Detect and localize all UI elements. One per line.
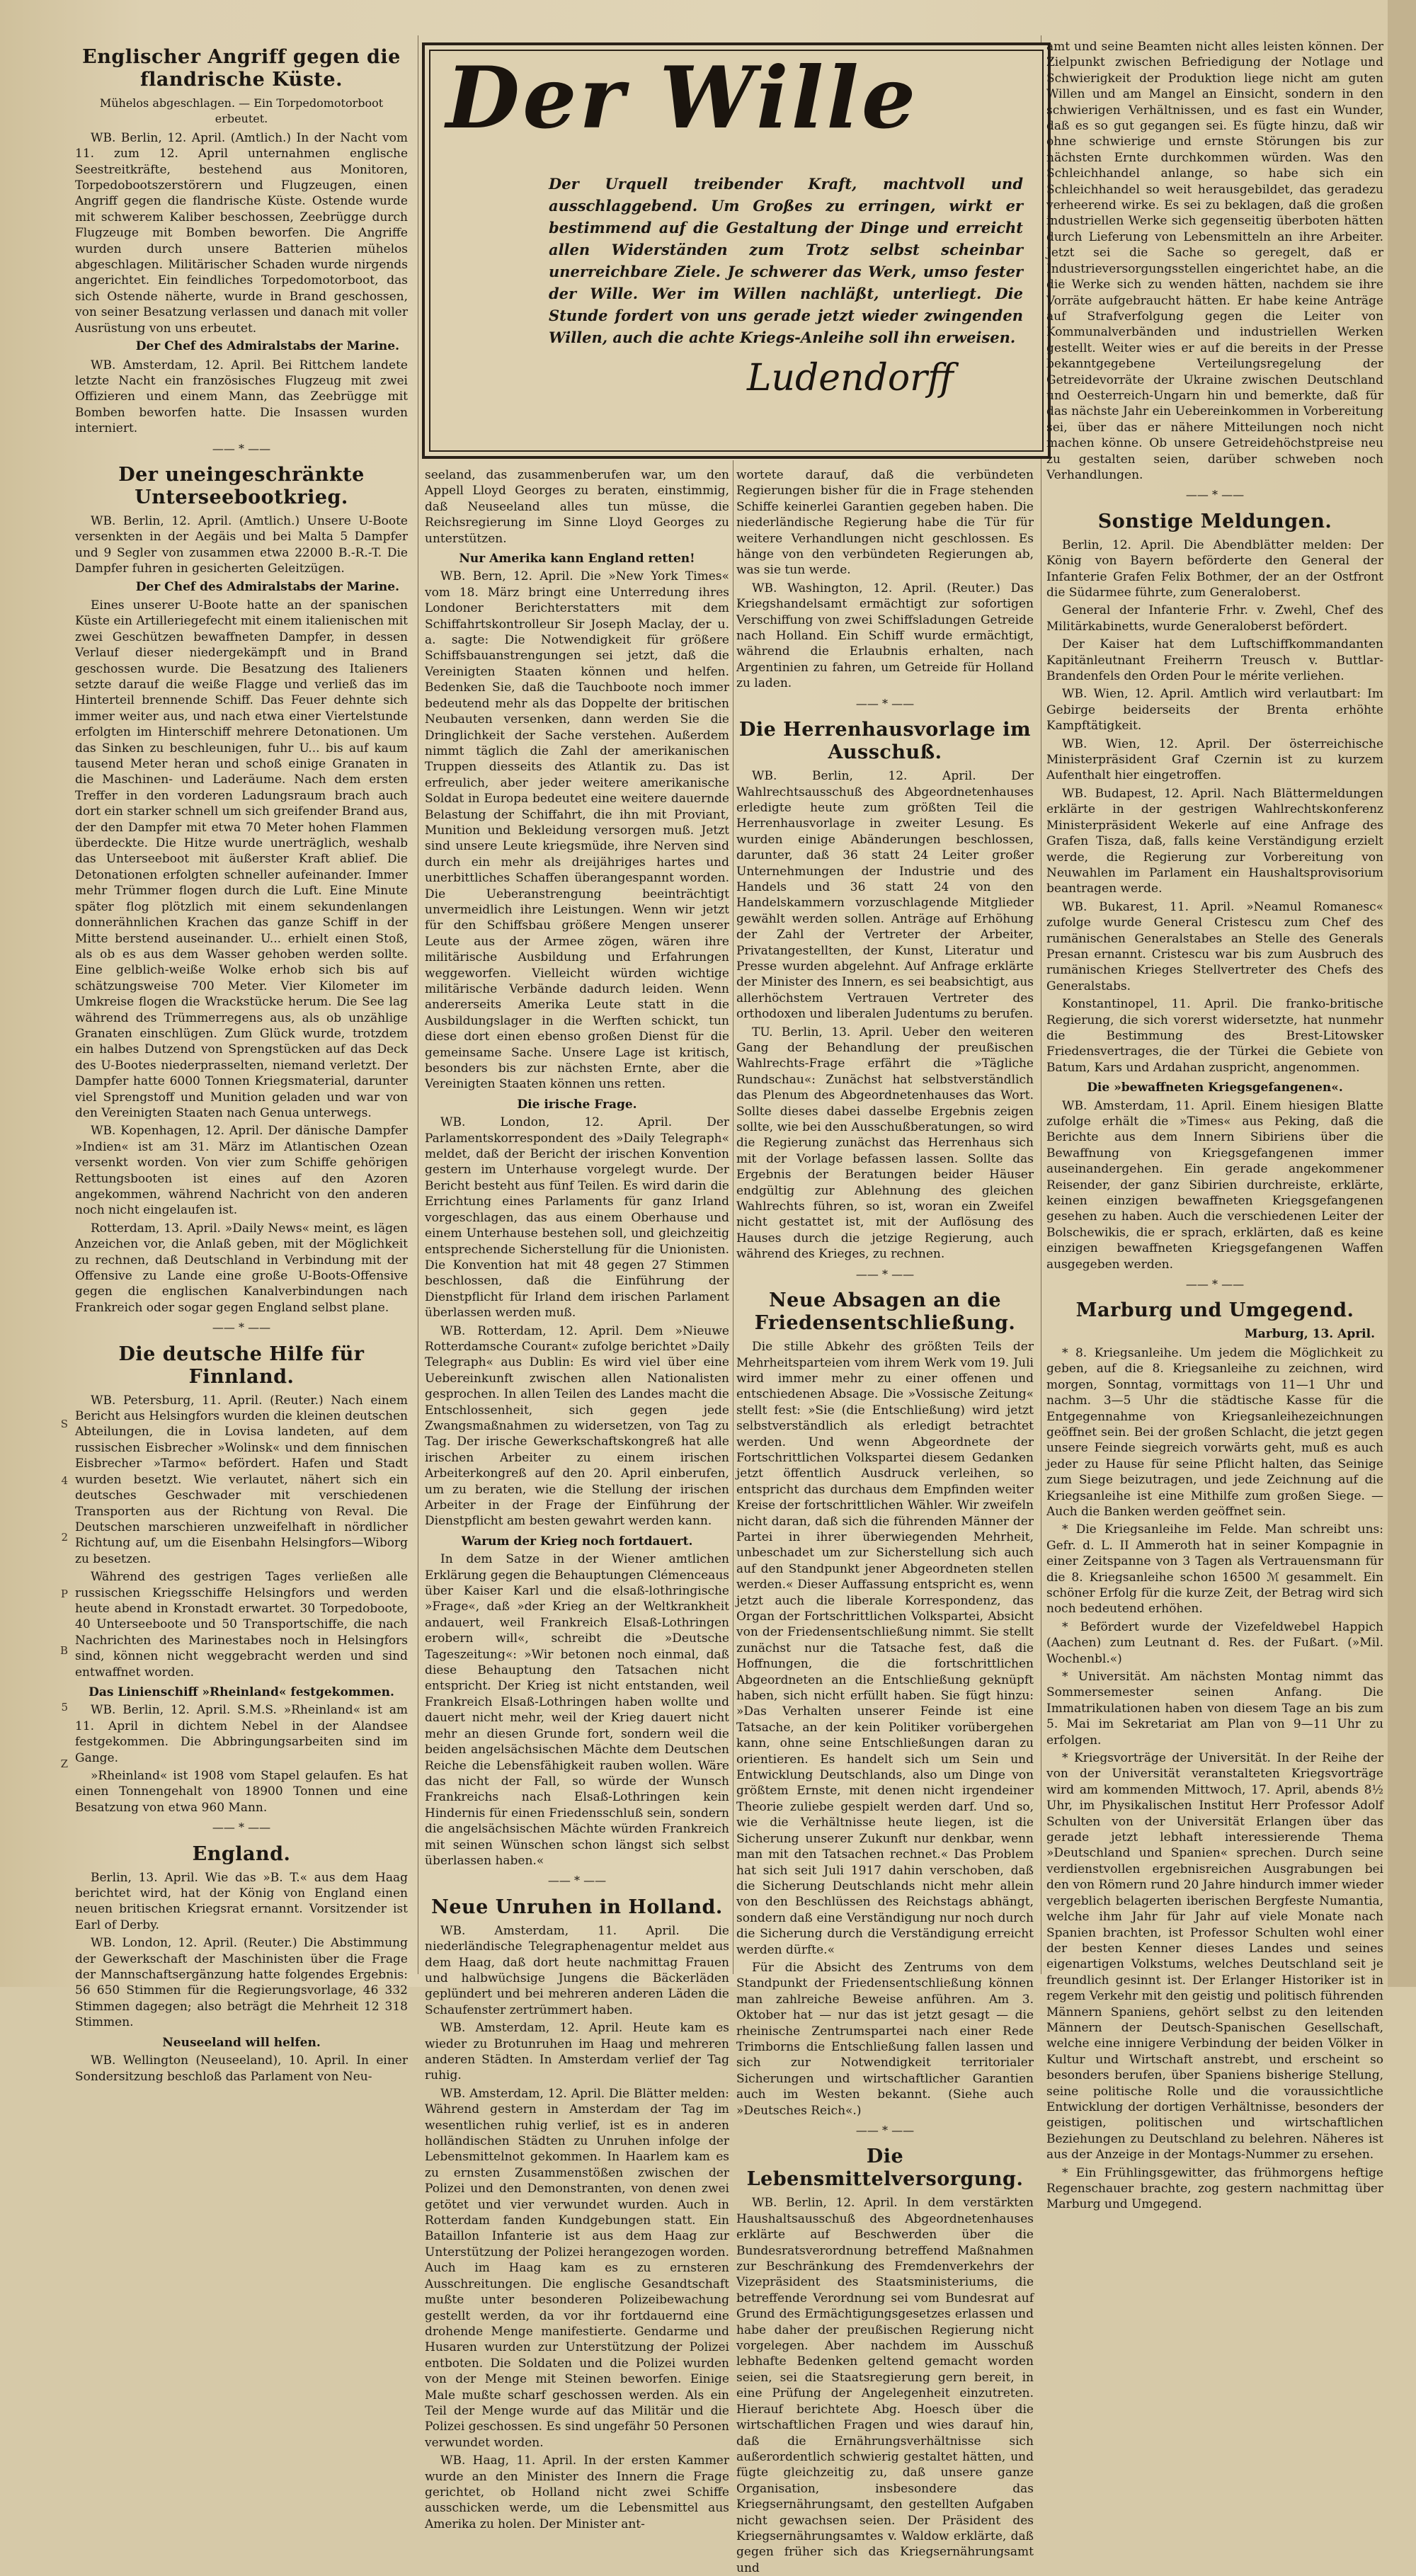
headline: Der uneingeschränkte Unterseebootkrieg. bbox=[118, 463, 365, 508]
section-subheadline: Die »bewaffneten Kriegsgefangenen«. bbox=[1087, 1081, 1343, 1095]
signature-line: Der Chef des Admiralstabs der Marine. bbox=[135, 579, 399, 594]
article-paragraph: WB. Amsterdam, 11. April. Einem hiesigen Blatte zufolge erhält die »Times« aus Peking, daß die Berichte aus dem Innern Sibiriens über die Bewaffnung von Kriegsgefangenen immer auseinandergehen. Ein gerade angekommener Reisender, der ganz Sibirien durchreiste, erklärte, keinen einzigen bewaffneten Kriegsgefangenen gesehen zu haben. Auch die verschiedenen Leiter der Bolschewikis, die er sprach, erklärten, daß es keine einzigen bewaffneten Kriegsgefangenen Waffen ausgegeben werden. bbox=[1046, 1098, 1383, 1272]
article-paragraph: Eines unserer U-Boote hatte an der spanischen Küste ein Artilleriegefecht mit einem italienischen mit zwei Geschützen bewaffneten Dampfer, in dessen Verlauf dieser niedergekämpft und in Brand geschossen wurde. Die Besatzung des Italieners setzte darauf die weiße Flagge und verließ das im Hinterteil brennende Schiff. Das Feuer dehnte sich immer weiter aus, und nach etwa einer Viertelstunde erfolgten im Hinterschiff mehrere Detonationen. Um das Sinken zu beschleunigen, fuhr U... bis auf kaum tausend Meter heran und schoß einige Granaten in die Maschinen- und Laderäume. Nach dem ersten Treffer in den vorderen Ladungsraum brach auch dort ein starker schnell um sich greifender Brand aus, der den Dampfer mit etwa 70 Meter hohen Flammen überdeckte. Die Hitze wurde unerträglich, weshalb das Unterseeboot mit äußerster Kraft ablief. Die Detonationen erfolgten schneller aufeinander. Immer mehr Trümmer flogen durch die Luft. Eine Minute später flog plötzlich mit einem sekundenlangen donnerähnlichen Krachen das ganze Schiff in der Mitte berstend auseinander. U... erhielt einen Stoß, als ob es aus dem Wasser gehoben werden sollte. Eine gelblich-weiße Wolke erhob sich bis auf schätzungsweise 700 Meter. Vier Kilometer im Umkreise flogen die Wrackstücke herum. Die See lag während des Trümmerregens aus, als ob unzählige Granaten einschlügen. Zum Glück wurde, trotzdem ein halbes Dutzend von Sprengstücken auf das Deck des U-Bootes niederprasselten, niemand verletzt. Der Dampfer hatte 6000 Tonnen Kriegsmaterial, darunter viel Sprengstoff und Munition geladen und war von den Vereinigten Staaten nach Genua unterwegs. bbox=[75, 598, 408, 1120]
separator: —— * —— bbox=[855, 696, 915, 710]
article-paragraph: Konstantinopel, 11. April. Die franko-britische Regierung, die sich vorerst widersetzte, hat nunmehr die Bestimmung des Brest-Litowsker Friedensvertrages, die der Türkei die Gebiete von Batum, Kars und Ardahan zuspricht, angenommen. bbox=[1046, 997, 1383, 1075]
section-subheadline: Nur Amerika kann England retten! bbox=[459, 552, 695, 566]
column-2 bbox=[425, 467, 729, 2531]
headline: Die Lebensmittelversorgung. bbox=[746, 2145, 1024, 2191]
left-margin-fragment bbox=[0, 0, 71, 1987]
article-paragraph: * Ein Frühlingsgewitter, das frühmorgens heftige Regenschauer brachte, zog gestern nachmittag über Marburg und Umgegend. bbox=[1046, 2165, 1383, 2212]
article-paragraph: WB. London, 12. April. Der Parlamentskorrespondent des »Daily Telegraph« meldet, daß der Bericht der irischen Konvention gestern im Unterhause vorgelegt wurde. Der Bericht besteht aus fünf Teilen. Es wird darin die Errichtung eines Parlaments für ganz Irland vorgeschlagen, das aus einem Oberhause und einem Unterhause bestehen soll, und gleichzeitig entsprechende Sicherstellung für die Unionisten. Die Konvention hat mit 48 gegen 27 Stimmen beschlossen, daß die Einführung der Dienstpflicht für Irland dem irischen Parlament überlassen werden muß. bbox=[425, 1115, 729, 1321]
article-paragraph: WB. Washington, 12. April. (Reuter.) Das Kriegshandelsamt ermächtigt zur sofortigen Verschiffung von zwei Schiffsladungen Getreide nach Holland. Ein Schiff wurde ermächtigt, während die Erlaubnis erhalten, nach Argentinien zu fahren, um Getreide für Holland zu laden. bbox=[736, 581, 1034, 691]
will-title: Der Wille bbox=[446, 48, 919, 148]
signature-line: Der Chef des Admiralstabs der Marine. bbox=[135, 339, 399, 354]
article-paragraph: WB. Wien, 12. April. Amtlich wird verlautbart: Im Gebirge beiderseits der Brenta erhöhte Kampftätigkeit. bbox=[1046, 687, 1383, 734]
article-paragraph: WB. Kopenhagen, 12. April. Der dänische Dampfer »Indien« ist am 31. März im Atlantischen Ozean versenkt worden. Von vier zum Schiffe gehörigen Rettungsbooten ist eines auf den Azoren angekommen, während Nachricht von den anderen noch nicht eingelaufen ist. bbox=[75, 1124, 408, 1218]
article-paragraph: * Universität. Am nächsten Montag nimmt das Sommersemester seinen Anfang. Die Immatrikulationen haben von diesem Tage an bis zum 5. Mai im Sekretariat am Plan von 9—11 Uhr zu erfolgen. bbox=[1046, 1670, 1383, 1748]
headline: Die Herrenhausvorlage im Ausschuß. bbox=[738, 719, 1032, 764]
article-paragraph: wortete darauf, daß die verbündeten Regierungen bisher für die in Frage stehenden Schiffe keinerlei Garantien gegeben haben. Die niederländische Regierung habe die Tür für weitere Verhandlungen nicht geschlossen. Es hänge von den verbündeten Regierungen ab, was sie tun werde. bbox=[736, 468, 1034, 578]
article-paragraph: WB. Haag, 11. April. In der ersten Kammer wurde an den Minister des Innern die Frage gerichtet, ob Holland nicht zwei Schiffe ausschicken werde, um die Lebensmittel aus Amerika zu holen. Der Minister ant- bbox=[425, 2454, 729, 2531]
margin-fragment-char: S bbox=[60, 1418, 68, 1430]
article-paragraph: WB. Berlin, 12. April. In dem verstärkten Haushaltsausschuß des Abgeordnetenhauses erklärte auf Beschwerden über die Bundesratsverordnung betreffend Maßnahmen zur Beschränkung des Fremdenverkehrs der Vizepräsident des Staatsministeriums, die betreffende Verordnung sei vom Bundesrat auf Grund des Ermächtigungsgesetzes erlassen und habe daher der preußischen Regierung nicht vorgelegen. Aber nachdem im Ausschuß lebhafte Bedenken geltend gemacht worden seien, sei die Staatsregierung gern bereit, in eine Prüfung der Angelegenheit einzutreten. Hierauf berichtete Abg. Hoesch über die wirtschaftlichen Fragen und wies darauf hin, daß die Ernährungsverhältnisse sich außerordentlich schwierig gestaltet hätten, und fügte gleichzeitig zu, daß unsere ganze Organisation, insbesondere das Kriegsernährungsamt, den gestellten Aufgaben nicht gewachsen seien. Der Präsident des Kriegsernährungsamtes v. Waldow erklärte, daß gegen früher sich das Kriegsernährungsamt und bbox=[736, 2196, 1034, 2575]
separator: —— * —— bbox=[212, 1820, 271, 1835]
article-paragraph: WB. Berlin, 12. April. (Amtlich.) In der Nacht vom 11. zum 12. April unternahmen englische Seestreitkräfte, bestehend aus Monitoren, Torpedobootszerstörern und Flugzeugen, einen Angriff gegen die flandrische Küste. Ostende wurde mit schwerem Kaliber beschossen, Zeebrügge durch Flugzeuge mit Bomben beworfen. Die Angriffe wurden durch unsere Batterien mühelos abgeschlagen. Militärischer Schaden wurde nirgends angerichtet. Ein feindliches Torpedomotorboot, das sich Ostende näherte, wurde in Brand geschossen, von seiner Besatzung verlassen und danach mit voller Ausrüstung von uns erbeutet. bbox=[75, 130, 408, 336]
headline: Marburg und Umgegend. bbox=[1075, 1299, 1354, 1322]
separator: —— * —— bbox=[1185, 488, 1245, 502]
article-paragraph: WB. Amsterdam, 12. April. Bei Rittchem landete letzte Nacht ein französisches Flugzeug mit zwei Offizieren und einem Mann, das Zeebrügge mit Bomben beworfen hatte. Die Insassen wurden interniert. bbox=[75, 358, 408, 436]
margin-fragment-char: 5 bbox=[61, 1701, 68, 1714]
column-3 bbox=[736, 467, 1034, 2575]
article-paragraph: WB. Amsterdam, 12. April. Heute kam es wieder zu Brotunruhen im Haag und mehreren anderen Städten. In Amsterdam verlief der Tag ruhig. bbox=[425, 2021, 729, 2083]
article-paragraph: WB. Rotterdam, 12. April. Dem »Nieuwe Rotterdamsche Courant« zufolge berichtet »Daily Telegraph« aus Dublin: Es wird viel über eine Uebereinkunft zwischen allen Nationalisten gesprochen. In allen Teilen des Landes macht die Entschlossenheit, sich gegen jede Zwangsmaßnahmen zu widersetzen, von Tag zu Tag. Der irische Gewerkschaftskongreß hat alle irischen Arbeiter zu einem irischen Arbeiterkongreß auf den 20. April einberufen, um zu beraten, wie die Stellung der irischen Arbeiter in der Frage der Einführung der Dienstpflicht am besten gewahrt werden kann. bbox=[425, 1323, 729, 1529]
article-paragraph: WB. Wien, 12. April. Der österreichische Ministerpräsident Graf Czernin ist zu kurzem Aufenthalt hier eingetroffen. bbox=[1046, 736, 1383, 783]
article-paragraph: WB. London, 12. April. (Reuter.) Die Abstimmung der Gewerkschaft der Maschinisten über die Frage der Mannschaftsergänzung hatte folgendes Ergebnis: 56 650 Stimmen für die Regierungsvorlage, 46 332 Stimmen dagegen; also beträgt die Mehrheit 12 318 Stimmen. bbox=[75, 1936, 408, 2030]
article-paragraph: General der Infanterie Frhr. v. Zwehl, Chef des Militärkabinetts, wurde Generaloberst befördert. bbox=[1046, 603, 1383, 634]
column-4 bbox=[1046, 39, 1383, 2212]
article-paragraph: WB. Bern, 12. April. Die »New York Times« vom 18. März bringt eine Unterredung ihres Londoner Berichterstatters mit dem Schiffahrtskontrolleur Sir Joseph Maclay, der u. a. sagte: Die Notwendigkeit für größere Schiffsbauanstrengungen sei jetzt, daß die Vereinigten Staaten können und helfen. Bedenken Sie, daß die Tauchboote noch immer bedeutend mehr als das Doppelte der britischen Neubauten versenken, dann werden Sie die Dringlichkeit der Sache verstehen. Außerdem nimmt täglich die Zahl der amerikanischen Truppen diesseits des Atlantik zu. Das ist erfreulich, aber jeder weitere amerikanische Soldat in Europa bedeutet eine weitere dauernde Belastung der Schiffahrt, die ihn mit Proviant, Munition und Bekleidung versorgen muß. Jetzt sind unsere Leute kriegsmüde, ihre Nerven sind durch ein mehr als dreijähriges hartes und unerbittliches Schaffen überangespannt worden. Die Ueberanstrengung beeinträchtigt unvermeidlich ihre Leistungen. Wenn wir jetzt für den Schiffsbau größere Mengen unserer Leute aus der Armee zögen, wären ihre militärische Ausbildung und Erfahrungen weggeworfen. Vielleicht würden wichtige militärische Verbände dadurch leiden. Wenn andererseits Amerika Leute statt in die Ausbildungslager in die Werften schickt, tun diese dort einen ebenso großen Dienst für die gemeinsame Sache. Unsere Lage ist kritisch, besonders bis zur nächsten Ernte, aber die Vereinigten Staaten können uns retten. bbox=[425, 569, 729, 1092]
separator: —— * —— bbox=[855, 2124, 915, 2137]
article-paragraph: * 8. Kriegsanleihe. Um jedem die Möglichkeit zu geben, auf die 8. Kriegsanleihe zu zeichnen, wird morgen, Sonntag, vormittags von 11—1 Uhr und nachm. 3—5 Uhr die städtische Kasse für die Entgegennahme von Kriegsanleihezeichnungen geöffnet sein. Bei der großen Schlacht, die jetzt gegen unsere Feinde siegreich vorwärts geht, muß es auch jeder zu Hause für seine Pflicht halten, das Seinige zum Siege beizutragen, und jede Zeichnung auf die Kriegsanleihe ist eine Mithilfe zum großen Siege. — Auch die Banken werden geöffnet sein. bbox=[1046, 1345, 1383, 1519]
margin-fragment-char: 4 bbox=[61, 1474, 68, 1487]
article-paragraph: Der Kaiser hat dem Luftschiffkommandanten Kapitänleutnant Freiherrn Treusch v. Buttlar-Brandenfels den Orden Pour le mérite verliehen. bbox=[1046, 637, 1383, 684]
section-subheadline: Das Linienschiff »Rheinland« festgekommen. bbox=[88, 1685, 394, 1699]
article-paragraph: Während des gestrigen Tages verließen alle russischen Kriegsschiffe Helsingfors und werden heute abend in Kronstadt erwartet. 30 Torpedoboote, 40 Unterseeboote und 50 Transportschiffe, die nach Nachrichten des Marinestabes noch in Helsingfors sind, können nicht weggebracht werden und sind entwaffnet worden. bbox=[75, 1570, 408, 1680]
subheadline: Mühelos abgeschlagen. — Ein Torpedomotorboot erbeutet. bbox=[99, 96, 384, 126]
separator: —— * —— bbox=[855, 1267, 915, 1281]
headline: Neue Unruhen in Holland. bbox=[431, 1896, 723, 1918]
article-paragraph: WB. Petersburg, 11. April. (Reuter.) Nach einem Bericht aus Helsingfors wurden die kleinen deutschen Abteilungen, die in Lovisa landeten, auf dem russischen Eisbrecher »Wolinsk« und dem finnischen Eisbrecher »Tarmo« befördert. Hafen und Stadt wurden besetzt. Wie verlautet, nähert sich ein deutsches Geschwader mit verschiedenen Transporten aus der Richtung von Reval. Die Deutschen marschieren unzweifelhaft in nördlicher Richtung auf, um die Eisenbahn Helsingfors—Wiborg zu besetzen. bbox=[75, 1393, 408, 1566]
article-paragraph: WB. Wellington (Neuseeland), 10. April. In einer Sondersitzung beschloß das Parlament von Neu- bbox=[75, 2053, 408, 2084]
article-paragraph: WB. Berlin, 12. April. S.M.S. »Rheinland« ist am 11. April in dichtem Nebel in der Alandsee festgekommen. Die Abbringungsarbeiten sind im Gange. bbox=[75, 1703, 408, 1765]
article-paragraph: * Befördert wurde der Vizefeldwebel Happich (Aachen) zum Leutnant d. Res. der Fußart. (»Mil. Wochenbl.«) bbox=[1046, 1619, 1383, 1666]
der-wille-advertisement bbox=[422, 42, 1051, 459]
ludendorff-signature: Ludendorff bbox=[747, 357, 954, 399]
article-paragraph: WB. Bukarest, 11. April. »Neamul Romanesc« zufolge wurde General Cristescu zum Chef des rumänischen Generalstabes an Stelle des Generals Presan ernannt. Cristescu war bis zum Ausbruch des rumänischen Krieges Stellvertreter des Chefs des Generalstabs. bbox=[1046, 899, 1383, 993]
article-paragraph: »Rheinland« ist 1908 vom Stapel gelaufen. Es hat einen Tonnengehalt von 18900 Tonnen und eine Besatzung von etwa 960 Mann. bbox=[75, 1769, 408, 1815]
article-paragraph: * Die Kriegsanleihe im Felde. Man schreibt uns: Gefr. d. L. II Ammeroth hat in seiner Kompagnie in einer Zeitspanne von 3 Tagen als Vertrauensmann für die 8. Kriegsanleihe schon 16500 ℳ gesammelt. Ein schöner Erfolg für die kurze Zeit, der Betrag wird sich noch bedeutend erhöhen. bbox=[1046, 1522, 1383, 1617]
article-paragraph: seeland, das zusammenberufen war, um den Appell Lloyd Georges zu beraten, einstimmig, daß Neuseeland alles tun müsse, die Reichsregierung im Sinne Lloyd Georges zu unterstützen. bbox=[425, 468, 729, 546]
will-text: Der Urquell treibender Kraft, machtvoll und ausschlaggebend. Um Großes zu erringen, wirkt er bestimmend auf die Gestaltung der Dinge und erreicht allen Widerständen zum Trotz selbst scheinbar unerreichbare Ziele. Je schwerer das Werk, umso fester der Wille. Wer im Willen nachläßt, unterliegt. Die Stunde fordert von uns gerade jetzt wieder zwingenden Willen, auch die achte Kriegs-Anleihe soll ihn erweisen. bbox=[549, 175, 1023, 346]
right-margin-fragment bbox=[1388, 0, 1416, 1987]
section-subheadline: Die irische Frage. bbox=[517, 1097, 637, 1112]
column-1 bbox=[75, 39, 408, 2084]
section-subheadline: Warum der Krieg noch fortdauert. bbox=[461, 1534, 693, 1549]
headline: Sonstige Meldungen. bbox=[1097, 510, 1332, 532]
separator: —— * —— bbox=[212, 441, 271, 455]
article-paragraph: Rotterdam, 13. April. »Daily News« meint, es lägen Anzeichen vor, die Anlaß geben, mit der Möglichkeit zu rechnen, daß Deutschland in Verbindung mit der Offensive zu Lande eine große U-Boots-Offensive gegen die englischen Kanalverbindungen nach Frankreich oder sogar gegen England selbst plane. bbox=[75, 1221, 408, 1315]
article-paragraph: Für die Absicht des Zentrums von dem Standpunkt der Friedensentschließung können man zahlreiche Beweise anführen. Am 3. Oktober hat — nur das ist jetzt gesagt — die rheinische Zentrumspartei nach einer Rede Trimborns die Entschließung fallen lassen und sich zur Notwendigkeit territorialer Sicherungen und wirtschaftlicher Garantien auch im Westen bekannt. (Siehe auch »Deutsches Reich«.) bbox=[736, 1960, 1034, 2118]
margin-fragment-char: 2 bbox=[61, 1531, 68, 1544]
separator: —— * —— bbox=[1185, 1277, 1245, 1292]
article-paragraph: amt und seine Beamten nicht alles leisten können. Der Zielpunkt zwischen Befriedigung der Notlage und Schwierigkeit der Produktion liege nicht am guten Willen und am Mangel an Einsicht, sondern in den schwierigen Verhältnissen, und es fast ein Wunder, daß es so gut gegangen sei. Es fügte hinzu, daß wir ohne schwierige und ernste Störungen bis zur nächsten Ernte durchkommen würden. Was den Schleichhandel anlange, so habe sich ein Schleichhandel so weit herausgebildet, das geradezu verheerend wirke. Es sei zu beklagen, daß die großen industriellen Werke sich gegenseitig überboten hätten durch Lieferung von Lebensmitteln an ihre Arbeiter. Jetzt sei die Sache so geregelt, daß er Industrieversorgungsstellen eingerichtet habe, an die die Werke sich zu wenden hätten, nachdem sie ihre Vorräte aufgebraucht hätten. Er habe keine Anträge auf Strafverfolgung gegen die Leiter von Kommunalverbänden und industriellen Werken gestellt. Weiter wies er auf die bereits in der Presse bekanntgegebene Verteilungsregelung der Getreidevorräte der Ukraine zwischen Deutschland und Oesterreich-Ungarn hin und bemerkte, daß für das nächste Jahr ein Uebereinkommen in Vorbereitung sei, über das er nähere Mitteilungen noch nicht machen könne. Ob unsere Getreidehöchstpreise neu zu gestalten seien, darüber schweben noch Verhandlungen. bbox=[1046, 40, 1383, 482]
dateline: Marburg, 13. April. bbox=[1244, 1327, 1375, 1342]
article-paragraph: TU. Berlin, 13. April. Ueber den weiteren Gang der Behandlung der preußischen Wahlrechts-Frage erfährt die »Tägliche Rundschau«: Zunächst hat selbstverständlich das Plenum des Abgeordnetenhauses das Wort. Sollte dieses dabei dasselbe Ergebnis zeigen sollte, wie bei den Ausschußberatungen, so wird die Regierung zunächst das Herrenhaus sich mit der Vorlage befassen lassen. Sollte das Ergebnis der Beratungen beider Häuser endgültig zur Ablehnung des gleichen Wahlrechts führen, so ist, woran ein Zweifel nicht gestattet ist, mit der Auflösung des Hauses durch die jetzige Regierung, auch während des Krieges, zu rechnen. bbox=[736, 1025, 1034, 1262]
separator: —— * —— bbox=[547, 1874, 607, 1888]
article-paragraph: Berlin, 13. April. Wie das »B. T.« aus dem Haag berichtet wird, hat der König von England einen neuen britischen Kriegsrat ernannt. Vorsitzender ist Earl of Derby. bbox=[75, 1870, 408, 1932]
article-paragraph: Die stille Abkehr des größten Teils der Mehrheitsparteien vom ihrem Werk vom 19. Juli wird immer mehr zu einer offenen und entschiedenen Absage. Die »Vossische Zeitung« stellt fest: »Sie (die Entschließung) wird jetzt selbstverständlich als erledigt betrachtet werden. Und wenn Abgeordnete der Fortschrittlichen Volkspartei diesem Gedanken jetzt öffentlich Ausdruck verleihen, so entspricht das durchaus dem Empfinden weiter Kreise der fortschrittlichen Wähler. Wir zweifeln nicht daran, daß sich die führenden Männer der Partei in ihrer überwiegenden Mehrheit, unbeschadet um zur Sicherstellung sich auch auf den Standpunkt jener Abgeordneten stellen werden.« Dieser Auffassung entspricht es, wenn jetzt auch die liberale Korrespondenz, das Organ der Fortschrittlichen Volkspartei, Absicht von der Friedensentschließung nimmt. Sie stellt zunächst nur die Tatsache fest, daß die Hoffnungen, die die fortschrittlichen Abgeordneten an die Entschließung geknüpft haben, sich nicht erfüllt haben. Sie fügt hinzu: »Das Verhalten unserer Feinde ist eine Tatsache, an der kein Politiker vorübergehen kann, ohne seine Entschließungen daran zu orientieren. Es handelt sich um Sein und Entwicklung Deutschlands, also um Dinge von größtem Ernste, mit denen nicht irgendeiner Theorie zuliebe gespielt werden darf. Und so, wie die Verhältnisse heute liegen, ist die Sicherung unserer Zukunft nur denkbar, wenn man mit den Tatsachen rechnet.« Das Problem hat sich seit Juli 1917 dahin verschoben, daß die Sicherung Deutschlands nicht mehr allein von den Beschlüssen des Reichstags abhängt, sondern daß eine Verständigung nur noch durch die Sicherung durch die Verständigung erreicht werden dürfte.« bbox=[736, 1340, 1034, 1957]
margin-fragment-char: P bbox=[60, 1588, 68, 1600]
headline: England. bbox=[192, 1842, 291, 1865]
article-paragraph: WB. Amsterdam, 12. April. Die Blätter melden: Während gestern in Amsterdam der Tag im wesentlichen ruhig verlief, ist es in anderen holländischen Städten zu Unruhen infolge der Lebensmittelnot gekommen. In Haarlem kam es zu ernsten Zusammenstößen zwischen der Polizei und den Demonstranten, von denen zwei getötet und vier verwundet wurden. Auch in Rotterdam fanden Kundgebungen statt. Ein Bataillon Infanterie ist aus dem Haag zur Unterstützung der Polizei herangezogen worden. Auch im Haag kam es zu ernsteren Ausschreitungen. Die englische Gesandtschaft mußte unter besonderen Polizeibewachung gestellt werden, da vor ihr fortdauernd eine drohende Menge manifestierte. Gendarme und Husaren wurden zur Unterstützung der Polizei entboten. Die Soldaten und die Polizei wurden von der Menge mit Steinen beworfen. Einige Male mußte scharf geschossen werden. Als ein Teil der Menge wurde auf das Militär und die Polizei geschossen. Es sind ungefähr 50 Personen verwundet worden. bbox=[425, 2086, 729, 2450]
article-paragraph: Berlin, 12. April. Die Abendblätter melden: Der König von Bayern beförderte den General der Infanterie Grafen Felix Bothmer, der an der Ostfront die Südarmee führte, zum Generaloberst. bbox=[1046, 537, 1383, 600]
article-paragraph: In dem Satze in der Wiener amtlichen Erklärung gegen die Behauptungen Clémenceaus über Kaiser Karl und die elsaß-lothringische »Frage«, daß »der Krieg an der Weltkrankheit andauert, weil Frankreich Elsaß-Lothringen erobern will«, schreibt die »Deutsche Tageszeitung«: »Wir betonen noch einmal, daß diese Behauptung den Tatsachen nicht entspricht. Der Krieg ist nicht entstanden, weil Frankreich Elsaß-Lothringen haben wollte und dauert nicht mehr, weil der Krieg dauert nicht mehr an diesen Grunde fort, sondern weil die beiden angelsächsischen Mächte dem Deutschen Reiche die Lebensfähigkeit rauben wollen. Wäre das nicht der Fall, so würde der Wunsch Frankreichs nach Elsaß-Lothringen kein Hindernis für einen Friedensschluß sein, sondern die angelsächsischen Mächte würden Frankreich mit seinen Wünschen schon längst sich selbst überlassen haben.« bbox=[425, 1552, 729, 1868]
article-paragraph: WB. Berlin, 12. April. (Amtlich.) Unsere U-Boote versenkten in der Aegäis und bei Malta 5 Dampfer und 9 Segler von zusammen etwa 22000 B.-R.-T. Die Dampfer fuhren in gesicherten Geleitzügen. bbox=[75, 513, 408, 576]
margin-fragment-char: B bbox=[59, 1644, 68, 1657]
headline: Neue Absagen an die Friedensentschließung. bbox=[754, 1289, 1016, 1335]
separator: —— * —— bbox=[212, 1321, 271, 1335]
article-paragraph: WB. Budapest, 12. April. Nach Blättermeldungen erklärte in der gestrigen Wahlrechtskonferenz Ministerpräsident Wekerle auf eine Anfrage des Grafen Tisza, daß, falls keine Verständigung erzielt werde, die Regierung zur Vorbereitung von Neuwahlen im Parlament ein Haushaltsprovisorium beantragen werde. bbox=[1046, 786, 1383, 896]
headline: Englischer Angriff gegen die flandrische Küste. bbox=[82, 46, 401, 91]
headline: Die deutsche Hilfe für Finnland. bbox=[118, 1343, 365, 1388]
margin-fragment-char: Z bbox=[60, 1757, 68, 1770]
article-paragraph: WB. Berlin, 12. April. Der Wahlrechtsausschuß des Abgeordnetenhauses erledigte heute zum größten Teil die Herrenhausvorlage in zweiter Lesung. Es wurden einige Abänderungen beschlossen, darunter, daß 36 statt 24 Leiter großer Unternehmungen der Industrie und des Handels und 36 statt 24 von den Handelskammern vorzuschlagende Mitglieder gewählt werden sollen. Anträge auf Erhöhung der Zahl der Vertreter der Arbeiter, Privatangestellten, der Kunst, Literatur und Presse wurden abgelehnt. Auf Anfrage erklärte der Minister des Innern, es sei beabsichtigt, aus allerhöchstem Vertrauen Vertreter des orthodoxen und liberalen Judentums zu berufen. bbox=[736, 769, 1034, 1022]
article-paragraph: WB. Amsterdam, 11. April. Die niederländische Telegraphenagentur meldet aus dem Haag, daß dort heute nachmittag Frauen und halbwüchsige Jungens die Bäckerläden geplündert und bei mehreren anderen Läden die Schaufenster zertrümmert haben. bbox=[425, 1923, 729, 2017]
article-paragraph: * Kriegsvorträge der Universität. In der Reihe der von der Universität veranstalteten Kriegsvorträge wird am kommenden Mittwoch, 17. April, abends 8½ Uhr, im Physikalischen Institut Herr Professor Adolf Schulten von der Universität Erlangen über das gerade jetzt lebhaft interessierende Thema »Deutschland und Spanien« sprechen. Durch seine verdienstvollen ergebnisreichen Ausgrabungen bei den von Römern rund 20 Jahre hindurch immer wieder vergeblich belagerten iberischen Bergfeste Numantia, welche ihm Jahr für Jahr auf viele Monate nach Spanien brachten, ist Professor Schulten wohl einer der besten Kenner dieses Landes und seines eigenartigen Volkstums, welches Deutschland seit je freundlich gesinnt ist. Der Erlanger Historiker ist in regem Verkehr mit den geistig und politisch führenden Männern Spaniens, gehört selbst zu den leitenden Männern der Deutsch-Spanischen Gesellschaft, welche eine innigere Verbindung der beiden Völker in Kultur und Wirtschaft anstrebt, und erscheint so besonders berufen, über Spaniens bisherige Stellung, seine politische Rolle und die voraussichtliche Entwicklung der dortigen Verhältnisse, besonders der geistigen, politischen und wirtschaftlichen Beziehungen zu Deutschland zu belehren. Näheres ist aus der Anzeige in der Montags-Nummer zu ersehen. bbox=[1046, 1751, 1383, 2162]
section-subheadline: Neuseeland will helfen. bbox=[162, 2035, 321, 2050]
